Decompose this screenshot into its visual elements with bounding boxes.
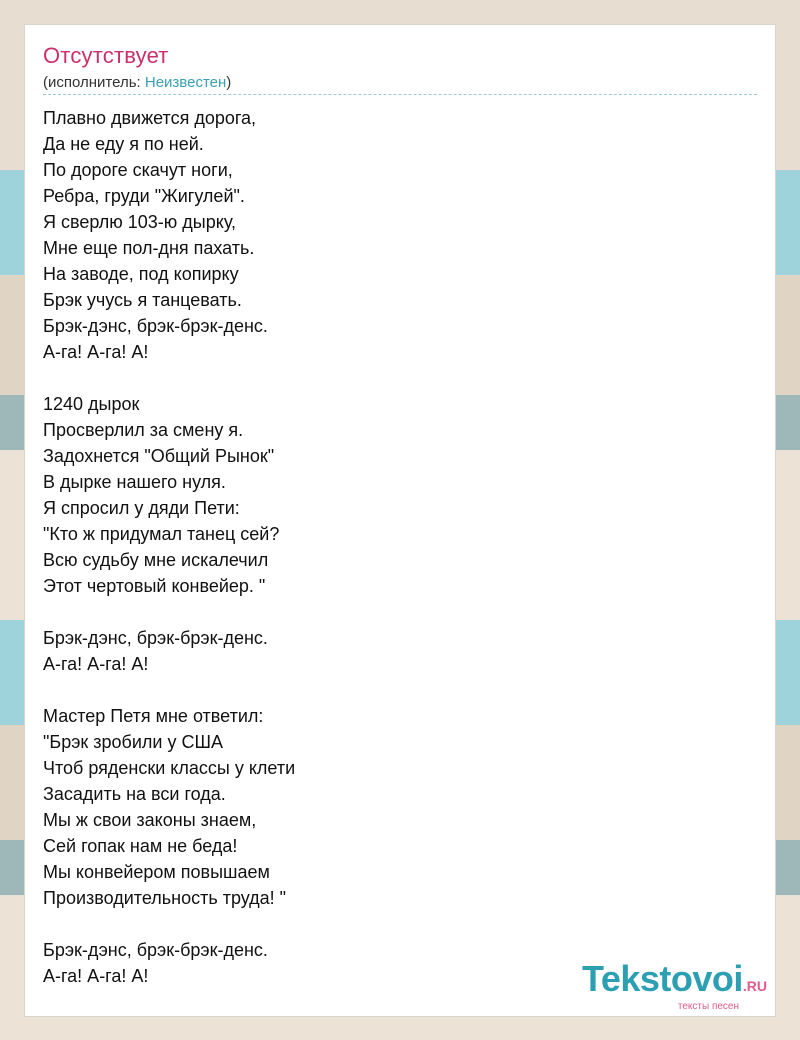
site-logo[interactable] <box>582 958 767 1012</box>
lyric-line: Сей гопак нам не беда! <box>43 836 238 856</box>
lyric-line: А-га! А-га! А! <box>43 654 149 674</box>
title-divider <box>43 94 757 95</box>
lyric-line: Брэк-дэнс, брэк-брэк-денс. <box>43 316 268 336</box>
subtitle-suffix: ) <box>226 74 232 91</box>
lyric-line: Брэк-дэнс, брэк-брэк-денс. <box>43 628 268 648</box>
stanza-break <box>43 677 743 703</box>
lyric-line: Мы ж свои законы знаем, <box>43 810 257 830</box>
lyric-line: Ребра, груди "Жигулей". <box>43 186 245 206</box>
lyric-line: Производительность труда! " <box>43 888 287 908</box>
lyric-line: На заводе, под копирку <box>43 264 239 284</box>
song-title: Отсутствует <box>43 43 169 68</box>
subtitle-prefix: (исполнитель: <box>43 74 145 91</box>
logo-name: Tekstovoi <box>582 958 743 999</box>
lyric-line: А-га! А-га! А! <box>43 966 149 986</box>
stanza-break <box>43 911 743 937</box>
lyric-line: В дырке нашего нуля. <box>43 472 226 492</box>
lyric-line: Засадить на вси года. <box>43 784 226 804</box>
lyric-line: Мне еще пол-дня пахать. <box>43 238 255 258</box>
lyric-line: Я сверлю 103-ю дырку, <box>43 212 237 232</box>
stanza-break <box>43 599 743 625</box>
lyric-line: Задохнется "Общий Рынок" <box>43 446 275 466</box>
lyric-line: Брэк-дэнс, брэк-брэк-денс. <box>43 940 268 960</box>
lyric-line: Брэк учусь я танцевать. <box>43 290 242 310</box>
lyric-line: 1240 дырок <box>43 394 140 414</box>
song-subtitle <box>43 74 231 91</box>
lyrics-text <box>43 105 743 989</box>
lyric-line: Всю судьбу мне искалечил <box>43 550 269 570</box>
lyric-line: Да не еду я по ней. <box>43 134 204 154</box>
lyric-line: "Кто ж придумал танец сей? <box>43 524 280 544</box>
lyric-line: Мастер Петя мне ответил: <box>43 706 264 726</box>
lyric-line: По дороге скачут ноги, <box>43 160 233 180</box>
lyric-line: Мы конвейером повышаем <box>43 862 270 882</box>
lyric-line: "Брэк зробили у США <box>43 732 223 752</box>
logo-domain: .RU <box>742 978 767 994</box>
lyric-line: Этот чертовый конвейер. " <box>43 576 266 596</box>
lyric-line: Плавно движется дорога, <box>43 108 257 128</box>
lyric-line: Просверлил за смену я. <box>43 420 244 440</box>
lyric-line: А-га! А-га! А! <box>43 342 149 362</box>
lyric-line: Чтоб ряденски классы у клети <box>43 758 296 778</box>
lyric-line: Я спросил у дяди Пети: <box>43 498 240 518</box>
artist-link[interactable]: Неизвестен <box>144 74 227 91</box>
logo-tagline: тексты песен <box>677 1001 739 1012</box>
stanza-break <box>43 365 743 391</box>
lyrics-card <box>24 24 776 1017</box>
